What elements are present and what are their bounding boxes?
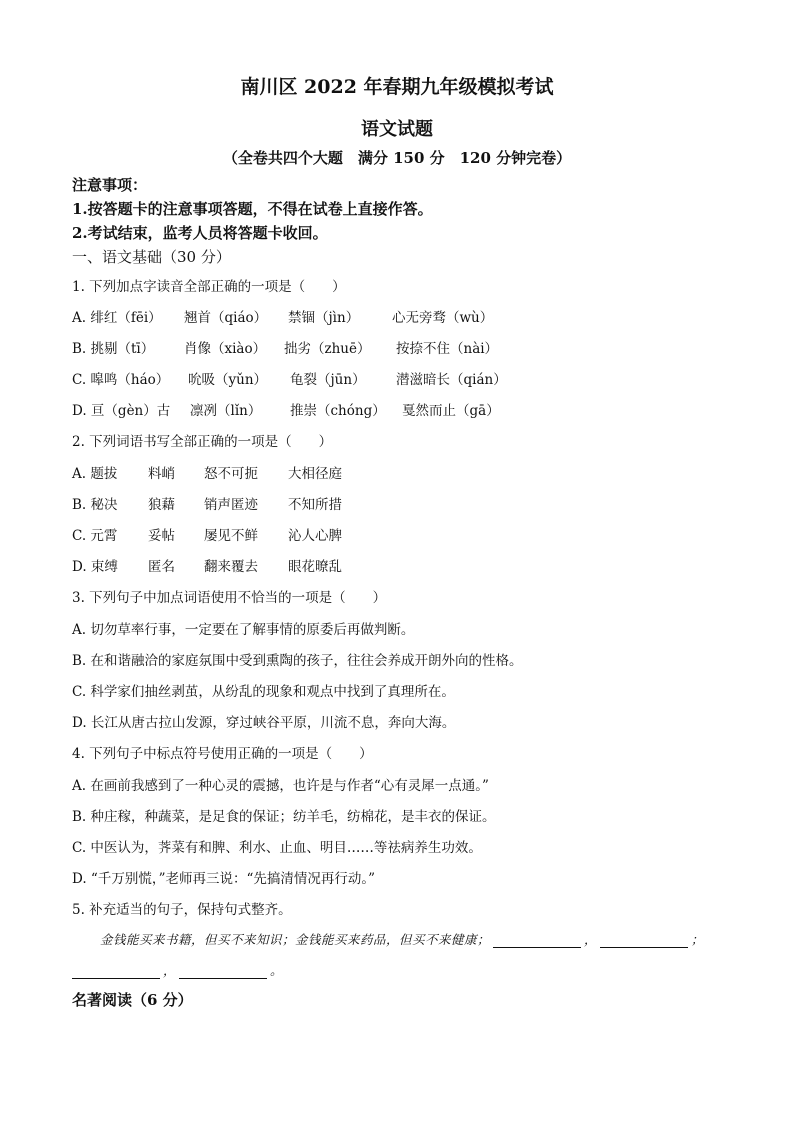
exam-title: 南川区 2022 年春期九年级模拟考试 xyxy=(240,76,554,98)
separator: ； xyxy=(691,932,705,947)
option-item: 翘首（qiáo） xyxy=(184,310,268,326)
option-item: 沁人心脾 xyxy=(288,528,342,544)
option-item: C. 元霄 xyxy=(72,528,118,544)
question-stem: 4. 下列句子中标点符号使用正确的一项是（ ） xyxy=(72,746,373,762)
option-item: 肖像（xiào） xyxy=(184,341,267,357)
separator: ， xyxy=(163,963,177,978)
answer-blank[interactable] xyxy=(493,933,581,948)
separator: 。 xyxy=(270,963,284,978)
option-item: D. 长江从唐古拉山发源，穿过峡谷平原，川流不息，奔向大海。 xyxy=(72,715,456,731)
section-heading: 名著阅读（6 分） xyxy=(72,991,193,1009)
question-stem: 1. 下列加点字读音全部正确的一项是（ ） xyxy=(72,279,346,295)
option-item: 怒不可扼 xyxy=(204,466,258,482)
answer-blank[interactable] xyxy=(179,964,267,979)
option-item: 戛然而止（gā） xyxy=(402,403,500,419)
option-item: 禁锢（jìn） xyxy=(288,310,360,326)
subject-title: 语文试题 xyxy=(361,119,433,140)
option-item: A. 题拔 xyxy=(72,466,118,482)
option-item: A. 绯红（fēi） xyxy=(72,310,162,326)
option-item: C. 嗥鸣（háo） xyxy=(72,372,170,388)
option-item: 龟裂（jūn） xyxy=(290,372,366,388)
option-item: 拙劣（zhuē） xyxy=(284,341,371,357)
answer-blank[interactable] xyxy=(72,964,160,979)
option-item: 吮吸（yǔn） xyxy=(188,372,268,388)
option-item: A. 切勿草率行事，一定要在了解事情的原委后再做判断。 xyxy=(72,622,415,638)
instructions-heading: 注意事项： xyxy=(72,176,148,194)
option-item: 屡见不鲜 xyxy=(204,528,258,544)
option-item: B. 挑剔（tī） xyxy=(72,341,155,357)
separator: ， xyxy=(584,932,598,947)
fill-in-line xyxy=(72,961,283,979)
answer-blank[interactable] xyxy=(600,933,688,948)
option-item: 妥帖 xyxy=(148,528,175,544)
option-item: B. 在和谐融洽的家庭氛围中受到熏陶的孩子，往往会养成开朗外向的性格。 xyxy=(72,653,523,669)
instruction-item: 2.考试结束，监考人员将答题卡收回。 xyxy=(72,224,328,242)
given-sentence: 金钱能买来书籍，但买不来知识；金钱能买来药品，但买不来健康； xyxy=(100,932,491,947)
fill-in-line xyxy=(100,930,704,948)
option-item: 凛冽（lǐn） xyxy=(190,403,262,419)
option-item: 眼花暸乱 xyxy=(288,559,342,575)
option-item: C. 中医认为，荠菜有和脾、利水、止血、明目……等祛病养生功效。 xyxy=(72,840,482,856)
option-item: 翻来覆去 xyxy=(204,559,258,575)
option-item: B. 秘决 xyxy=(72,497,118,513)
exam-note: （全卷共四个大题 满分 150 分 120 分钟完卷） xyxy=(222,149,572,167)
option-item: 大相径庭 xyxy=(288,466,342,482)
option-item: D. “千万别慌，”老师再三说：“先搞清情况再行动。” xyxy=(72,871,376,887)
option-item: 不知所措 xyxy=(288,497,342,513)
option-item: 匿名 xyxy=(148,559,175,575)
option-item: 狼藉 xyxy=(148,497,175,513)
instruction-item: 1.按答题卡的注意事项答题，不得在试卷上直接作答。 xyxy=(72,200,433,218)
option-item: D. 束缚 xyxy=(72,559,118,575)
option-item: B. 种庄稼，种蔬菜，是足食的保证；纺羊毛，纺棉花，是丰衣的保证。 xyxy=(72,809,496,825)
section-heading: 一、语文基础（30 分） xyxy=(72,248,231,266)
option-item: 按捺不住（nài） xyxy=(396,341,499,357)
option-item: C. 科学家们抽丝剥茧，从纷乱的现象和观点中找到了真理所在。 xyxy=(72,684,455,700)
option-item: 心无旁骛（wù） xyxy=(392,310,494,326)
option-item: D. 亘（gèn）古 xyxy=(72,403,171,419)
option-item: 料峭 xyxy=(148,466,175,482)
option-item: A. 在画前我感到了一种心灵的震撼，也许是与作者“心有灵犀一点通。” xyxy=(72,778,489,794)
option-item: 销声匿迹 xyxy=(204,497,258,513)
question-stem: 2. 下列词语书写全部正确的一项是（ ） xyxy=(72,434,333,450)
option-item: 推崇（chóng） xyxy=(290,403,386,419)
question-stem: 5. 补充适当的句子，保持句式整齐。 xyxy=(72,902,292,918)
option-item: 潜滋暗长（qián） xyxy=(396,372,507,388)
question-stem: 3. 下列句子中加点词语使用不恰当的一项是（ ） xyxy=(72,590,387,606)
